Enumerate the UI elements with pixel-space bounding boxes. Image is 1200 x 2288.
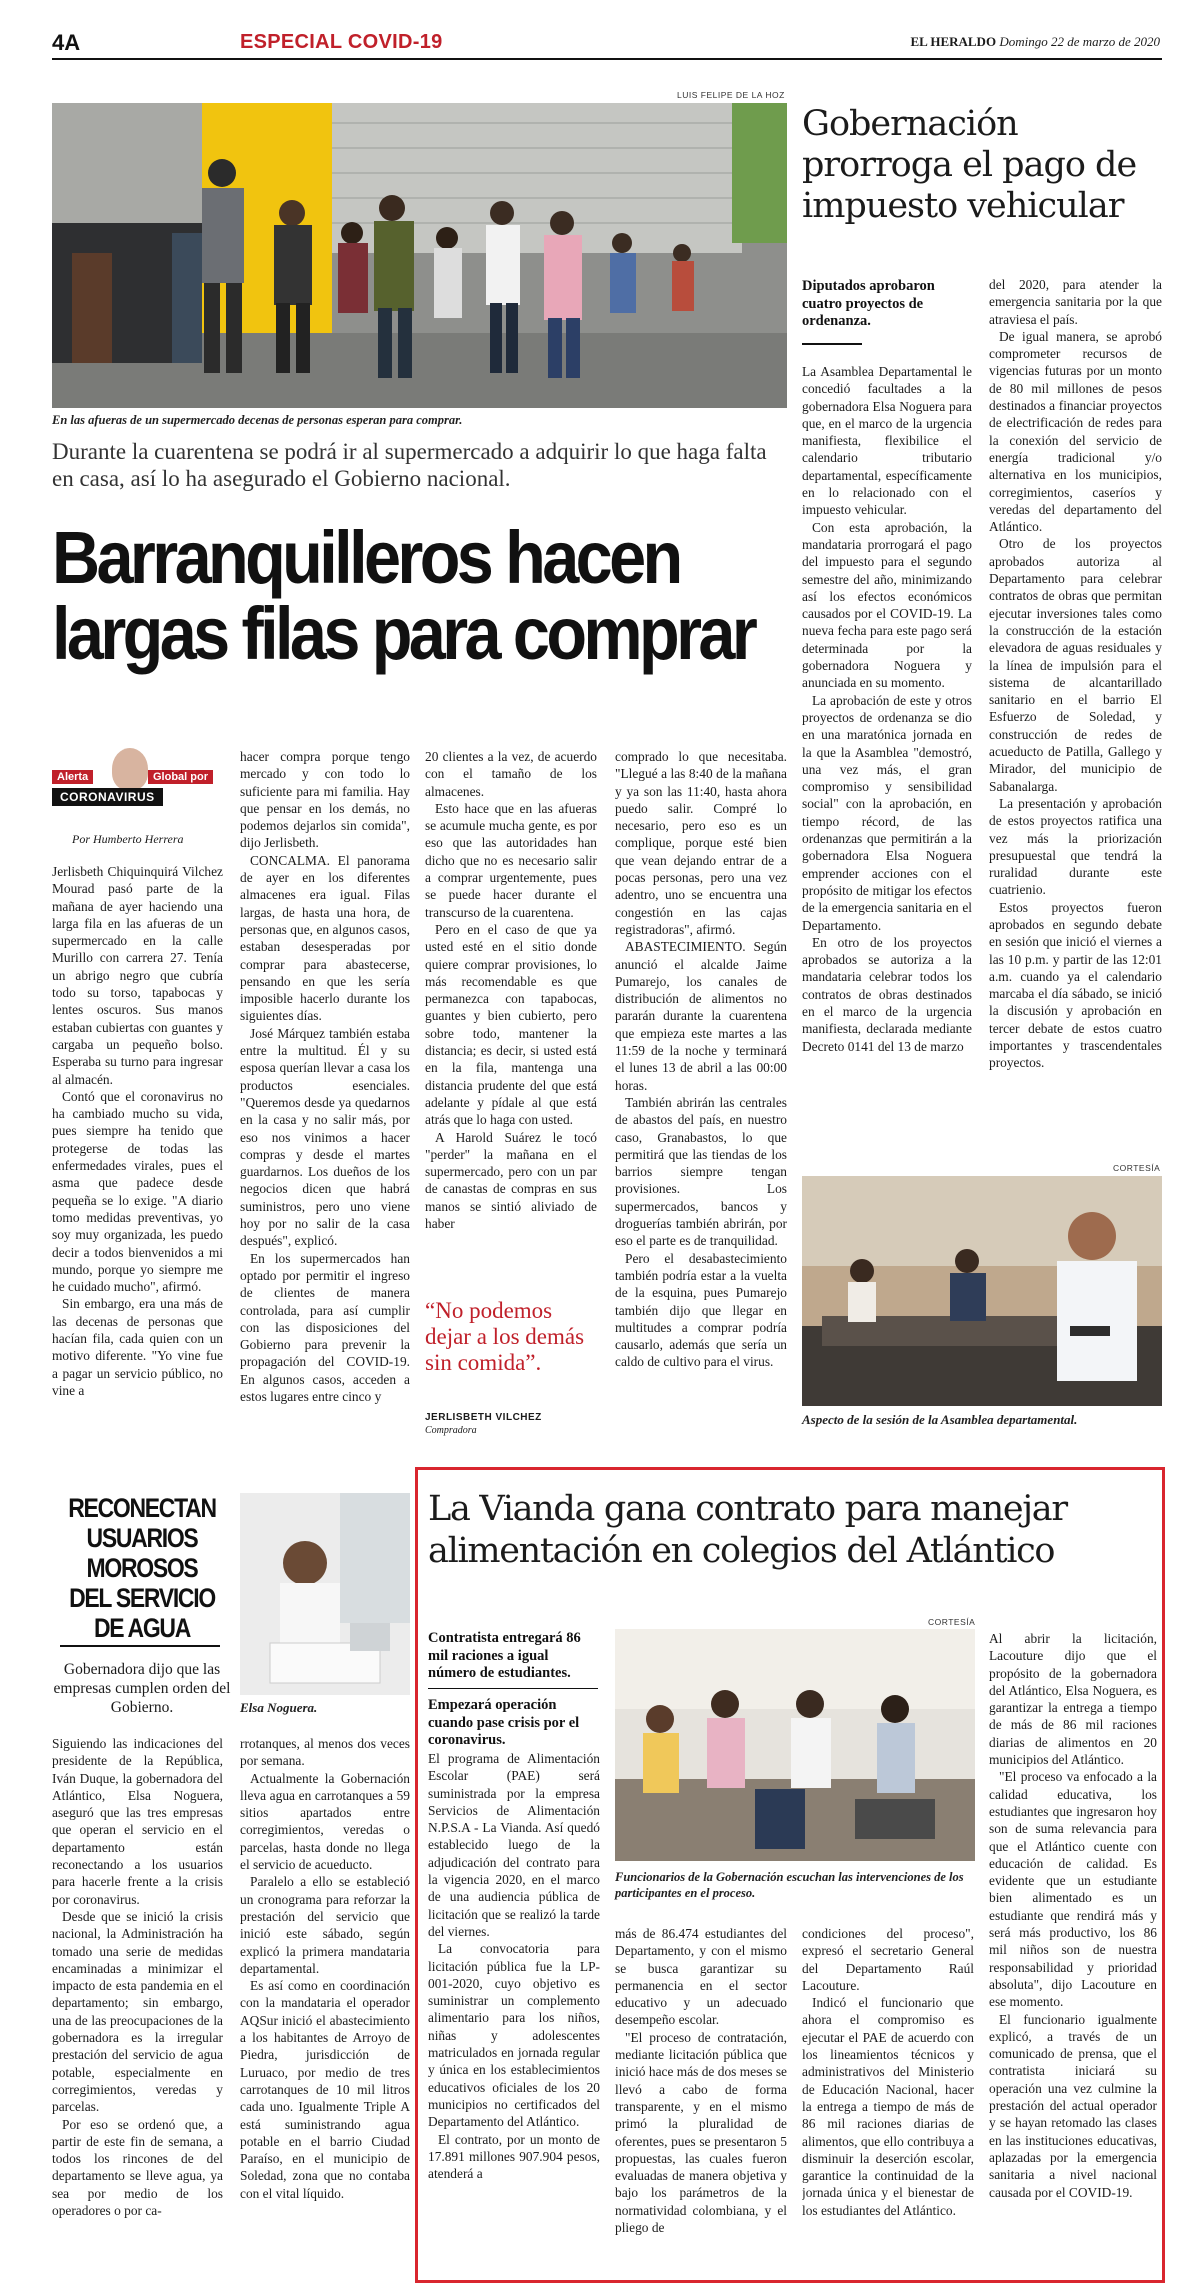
paragraph: Estos proyectos fueron aprobados en segundo debate en sesión que inició el viernes a las 10 p.m. y partir de las 12:01 a.m. cuando ya el calendario marcaba el día sábado, se inició la discusión y aprobación en tercer debate de estos cuatro importantes y trascendentales proyectos. — [989, 899, 1162, 1071]
vianda-photo-credit: CORTESÍA — [928, 1617, 976, 1627]
paragraph: Actualmente la Gobernación lleva agua en carrotanques a 59 sitios apartados entre corregimientos, veredas o parcelas, hasta donde no llega el servicio de acueducto. — [240, 1770, 410, 1873]
issue-date: Domingo 22 de marzo de 2020 — [999, 34, 1160, 49]
byline: Por Humberto Herrera — [72, 832, 184, 846]
elsa-noguera-caption: Elsa Noguera. — [240, 1700, 318, 1715]
paragraph: hacer compra porque tengo mercado y con todo lo suficiente para mi familia. Hay que pensar en los demás, no podemos dejarlos sin comida", dijo Jerlisbeth. — [240, 749, 410, 851]
quote-name: JERLISBETH VILCHEZ — [425, 1412, 542, 1423]
pull-quote: “No podemos dejar a los demás sin comida”. — [425, 1298, 585, 1375]
header-rule — [52, 58, 1162, 60]
supermarket-queue-photo — [52, 103, 787, 408]
paragraph: Paralelo a ello se estableció un cronograma para reforzar la prestación del servicio que inició este sábado, según explicó la primera mandataria departamental. — [240, 1874, 410, 1976]
paragraph: De igual manera, se aprobó comprometer recursos de vigencias futuras por un monto de 80 mil millones de pesos destinados a financiar proyectos de electrificación de redes para la conexión del servicio de energía tradicional y/o alternativa en los municipios, corregimientos, caseríos y veredas del departamento del Atlántico. — [989, 328, 1162, 535]
main-col-4 — [615, 748, 787, 1433]
deck-rule — [802, 343, 862, 345]
photo-credit: LUIS FELIPE DE LA HOZ — [677, 90, 785, 100]
vianda-deck-rule — [428, 1688, 598, 1689]
licitacion-photo — [615, 1629, 975, 1861]
paragraph: Jerlisbeth Chiquinquirá Vilchez Mourad pasó parte de la mañana de ayer haciendo una larga fila en las afueras de un supermercado en la calle Murillo con carrera 27. Tenía un abrigo negro que cubría todo su torso, tapabocas y lentes oscuros. Sus manos estaban cubiertas con guantes y cargaba un pequeño bolso. Esperaba su turno para ingresar al almacén. — [52, 864, 223, 1087]
main-col-2 — [240, 748, 410, 1433]
agua-headline: RECONECTAN USUARIOS MOROSOS DEL SERVICIO DE AGUA — [68, 1493, 216, 1643]
paragraph: Por eso se ordenó que, a partir de este fin de semana, a todos los rincones de del departamento se lleve agua, ya sea por medio de los operadores o por ca- — [52, 2116, 223, 2219]
paragraph: Es así como en coordinación con la mandataria el operador AQSur inició el abastecimiento a los habitantes de Arroyo de Piedra, jurisdicción de Luruaco, por medio de tres carrotanques de 10 mil litros cada uno. Igualmente Triple A está suministrando agua potable en el barrio Ciudad Paraíso, en el municipio de Soledad, zona que no contaba con el vital líquido. — [240, 1978, 410, 2201]
vianda-col-3 — [802, 1925, 974, 2273]
assembly-photo-credit: CORTESÍA — [1113, 1163, 1161, 1173]
badge-global: Global por — [148, 770, 213, 784]
badge-alert: Alerta — [52, 770, 93, 784]
paragraph: Pero el desabastecimiento también podría estar a la vuelta de la esquina, pues Pumarejo también dijo que llegar en multitudes a comprar podría causarlo, además que sería un caldo de cultivo para el virus. — [615, 1250, 787, 1370]
paragraph: "El proceso de contratación, mediante licitación pública que inició hace más de dos meses se llevó a cabo de forma transparente, y en el mismo primó la pluralidad de oferentes, pues se presentaron 5 propuestas, las cuales fueron evaluadas de manera objetiva y bajo los parámetros de la normatividad colombiana, y el pliego de — [615, 2029, 787, 2236]
paragraph: Contó que el coronavirus no ha cambiado mucho su vida, pues siempre ha tenido que protegerse de todas las enfermedades virales, pues el asma que padece desde pequeña se lo exige. "A diario tomo medidas preventivas, yo soy muy organizada, les puedo decir a todos bienvenidos a mi mundo, porque yo siempre me he cuidado mucho", afirmó. — [52, 1088, 223, 1295]
main-headline — [52, 516, 755, 675]
headline-line-2: largas filas para comprar — [52, 592, 755, 675]
licitacion-photo-caption: Funcionarios de la Gobernación escuchan las intervenciones de los participantes en el proceso. — [615, 1870, 964, 1900]
paragraph: La convocatoria para licitación pública fue la LP-001-2020, cuyo objetivo es suministrar un complemento alimentario para los niños, niñas y adolescentes matriculados en jornada regular y única en los establecimientos educativos oficiales de los 20 municipios no certificados del Departamento del Atlántico. — [428, 1941, 600, 2130]
assembly-session-photo — [802, 1176, 1162, 1406]
page-number: 4A — [52, 30, 81, 55]
agua-deck: Gobernadora dijo que las empresas cumplen orden del Gobierno. — [53, 1661, 231, 1716]
section-label: ESPECIAL COVID-19 — [240, 31, 443, 53]
quote-role: Compradora — [425, 1425, 477, 1436]
paragraph: comprado lo que necesitaba. "Llegué a las 8:40 de la mañana y ya son las 11:40, hasta ahora puedo salir. Compré lo necesario, pero eso es un complique, porque esté bien que vean dejando entrar de a pocas personas, pero una vez adentro, uno se encuentra una congestión en las cajas registradoras", afirmó. — [615, 749, 787, 937]
paragraph: La presentación y aprobación de estos proyectos ratifica una vez más la priorización presupuestal que tendrá la ruralidad durante este cuatrienio. — [989, 795, 1162, 898]
main-col-3 — [425, 748, 597, 1278]
reporter-face-icon — [112, 748, 148, 790]
paragraph: 20 clientes a la vez, de acuerdo con el tamaño de los almacenes. — [425, 749, 597, 799]
paragraph: En los supermercados han optado por permitir el ingreso de clientes de manera controlada, para así cumplir con las disposiciones del Gobierno para prevenir la propagación del COVID-19. En algunos casos, acceden a estos lugares entre cinco y — [240, 1250, 410, 1404]
vianda-headline — [428, 1488, 1158, 1572]
paragraph: del 2020, para atender la emergencia sanitaria por la que atraviesa el país. — [989, 277, 1162, 327]
main-col-1 — [52, 863, 223, 1433]
paragraph: Al abrir la licitación, Lacouture dijo que el propósito de la gobernadora del Atlántico, Elsa Noguera, es garantizar la entrega a tiempo de más de 86 mil raciones diarias de alimentos en 20 municipios del Atlántico. — [989, 1631, 1157, 1768]
elsa-noguera-photo — [240, 1493, 410, 1695]
headline-line-1: Barranquilleros hacen — [52, 516, 680, 599]
paragraph: más de 86.474 estudiantes del Departamento, y con el mismo se busca garantizar su permanencia en el sector educativo y un adecuado desempeño escolar. — [615, 1926, 787, 2028]
paragraph: Con esta aprobación, la mandataria prorrogará el pago del impuesto para el segundo semestre del año, minimizando así los efectos económicos causados por el COVID-19. La nueva fecha para este pago será determinada por la gobernadora Noguera y anunciada en su momento. — [802, 519, 972, 691]
gobernacion-deck: Diputados aprobaron cuatro proyectos de ordenanza. — [802, 278, 935, 329]
vianda-deck-2: Empezará operación cuando pase crisis por el coronavirus. — [428, 1697, 580, 1748]
gobernacion-headline: Gobernación prorroga el pago de impuesto vehicular — [802, 104, 1137, 226]
photo-caption: En las afueras de un supermercado decenas de personas esperan para comprar. — [52, 413, 463, 427]
badge-coronavirus: CORONAVIRUS — [52, 788, 163, 806]
paragraph: Otro de los proyectos aprobados autoriza al Departamento para celebrar contratos de obras que permitan ejecutar inversiones tales como la construcción de la estación elevadora de aguas residuales y la línea de impulsión para el sistema de alcantarillado sanitario en el barrio El Esfuerzo de Soledad, y construcción de redes de acueducto de Patilla, Gallego y Mirador, del municipio de Sabanalarga. — [989, 536, 1162, 794]
paragraph: Desde que se inició la crisis nacional, la Administración ha tomado una serie de medidas encaminadas a minimizar el impacto de esta pandemia en el departamento; sin embargo, una de las preocupaciones de la gobernadora es la irregular prestación del servicio de agua potable, especialmente en corregimientos, veredas y parcelas. — [52, 1908, 223, 2115]
paragraph: La Asamblea Departamental le concedió facultades a la gobernadora Elsa Noguera para que, en el marco de la urgencia manifiesta, flexibilice el calendario tributario departamental, específicamente en lo relacionado con el impuesto vehicular. — [802, 364, 972, 518]
vianda-col-1 — [428, 1750, 600, 2272]
paragraph: ABASTECIMIENTO. Según anunció el alcalde Jaime Pumarejo, los canales de distribución de alimentos no pararán durante la cuarentena que empieza este martes a las 11:59 de la noche y terminará el lunes 13 de abril a las 00:00 horas. — [615, 939, 787, 1093]
paragraph: Pero en el caso de que ya usted esté en el sitio donde quiere comprar provisiones, lo más recomendable es que permanezca con tapabocas, guantes y bien cubierto, pero sobre todo, mantener la distancia; es decir, si usted está en la fila, mantenga una distancia prudente del que está adelante y pídale al que está atrás que lo haga con usted. — [425, 921, 597, 1128]
vianda-deck-1: Contratista entregará 86 mil raciones a igual número de estudiantes. — [428, 1630, 581, 1681]
paragraph: José Márquez también estaba entre la multitud. Él y su esposa querían llevar a casa los productos esenciales. "Queremos desde ya quedarnos en la casa y no salir más, por eso nos vinimos a hacer compras y desde el martes guardarnos. Los dueños de los negocios dicen que habrá suministros, pero uno viene hoy por no salir de la casa después", explicó. — [240, 1025, 410, 1249]
assembly-photo-caption: Aspecto de la sesión de la Asamblea departamental. — [802, 1412, 1078, 1427]
agua-rule — [60, 1645, 220, 1647]
paragraph: Sin embargo, era una más de las decenas de personas que hacían fila, cada quien con un motivo diferente. "Yo vine fue a pagar un servicio público, no vine a — [52, 1296, 223, 1398]
paragraph: También abrirán las centrales de abastos del país, en nuestro caso, Granabastos, lo que permitirá que las tiendas de los barrios siempre tengan provisiones. Los supermercados, bancos y droguerías también abrirán, por eso el parte es de tranquilidad. — [615, 1094, 787, 1249]
paragraph: El programa de Alimentación Escolar (PAE) será suministrada por la empresa Servicios de Alimentación N.P.S.A - La Vianda. Así quedó establecido luego de la adjudicación del contrato para la vigencia 2020, en el marco de una audiencia pública de licitación que se realizó la tarde del viernes. — [428, 1751, 600, 1939]
paragraph: A Harold Suárez le tocó "perder" la mañana en el supermercado, pero con un par de canastas de compras en sus manos se sintió aliviado de haber — [425, 1129, 597, 1232]
agua-col-2 — [240, 1735, 410, 2275]
paragraph: rrotanques, al menos dos veces por semana. — [240, 1736, 410, 1769]
paragraph: condiciones del proceso", expresó el secretario General del Departamento Raúl Lacouture. — [802, 1926, 974, 1993]
agua-col-1 — [52, 1735, 223, 2275]
vianda-headline-line-1: La Vianda gana contrato para manejar — [428, 1489, 1067, 1529]
vianda-col-4 — [989, 1630, 1157, 2275]
paper-name: EL HERALDO — [910, 34, 997, 49]
masthead-info — [910, 34, 1160, 50]
paragraph: El funcionario igualmente explicó, a través de un comunicado de prensa, que el contratista iniciará su operación una vez culmine la prestación del actual operador y se hayan retomado las clases en las instituciones educativas, aplazadas por la emergencia sanitaria a nivel nacional causada por el COVID-19. — [989, 2011, 1157, 2200]
paragraph: La aprobación de este y otros proyectos de ordenanza se dio en una maratónica jornada en la que la Asamblea "demostró, una vez más, el gran compromiso y sensibilidad social" con la aprobación, en tiempo récord, de las ordenanzas que permitirán a la gobernadora Elsa Noguera emprender acciones con el propósito de mitigar los efectos de la emergencia sanitaria en el Departamento. — [802, 692, 972, 933]
paragraph: CONCALMA. El panorama de ayer en los diferentes almacenes era igual. Filas largas, de hasta una hora, de personas que, en algunos casos, estaban desesperadas por comprar para abastecerse, pensando en que les sería imposible hacerlo durante los siguientes días. — [240, 852, 410, 1024]
vianda-headline-line-2: alimentación en colegios del Atlántico — [428, 1531, 1055, 1571]
paragraph: Esto hace que en las afueras se acumule mucha gente, es por eso que las autoridades han dicho que no es necesario salir a comprar urgentemente, pues se puede hacer durante el transcurso de la cuarentena. — [425, 800, 597, 920]
paragraph: Siguiendo las indicaciones del presidente de la República, Iván Duque, la gobernadora del Atlántico, Elsa Noguera, aseguró que las tres empresas que operan el servicio en el departamento están reconectando a los usuarios para hacerle frente a la crisis por coronavirus. — [52, 1736, 223, 1907]
subhead: Durante la cuarentena se podrá ir al supermercado a adquirir lo que haga falta en casa, así lo ha asegurado el Gobierno nacional. — [52, 439, 767, 491]
vianda-col-2 — [615, 1925, 787, 2273]
paragraph: Indicó el funcionario que ahora el compromiso es ejecutar el PAE de acuerdo con los lineamientos técnicos y administrativos del Ministerio de Educación Nacional, hacer la entrega a tiempo de más de 86 mil raciones diarias de alimentos, que ello contribuya a disminuir la deserción escolar, garantice la continuidad de la jornada única y el bienestar de los estudiantes del Atlántico. — [802, 1995, 974, 2218]
coronavirus-badge — [52, 748, 222, 808]
paragraph: El contrato, por un monto de 17.891 millones 907.904 pesos, atenderá a — [428, 2131, 600, 2182]
paragraph: "El proceso va enfocado a la calidad educativa, los estudiantes que ingresaron hoy son de suma relevancia para que el Atlántico cuente con educación de calidad. Es evidente que un estudiante bien alimentado es un estudiante que rendirá más y será más productivo, los 86 mil niños son de nuestra responsabilidad y prioridad absoluta", dijo Lacouture en ese momento. — [989, 1769, 1157, 2010]
paragraph: En otro de los proyectos aprobados se autoriza a la mandataria celebrar todos los contratos de obras destinados en el marco de la urgencia manifiesta, declarada mediante Decreto 0141 del 13 de marzo — [802, 934, 972, 1054]
